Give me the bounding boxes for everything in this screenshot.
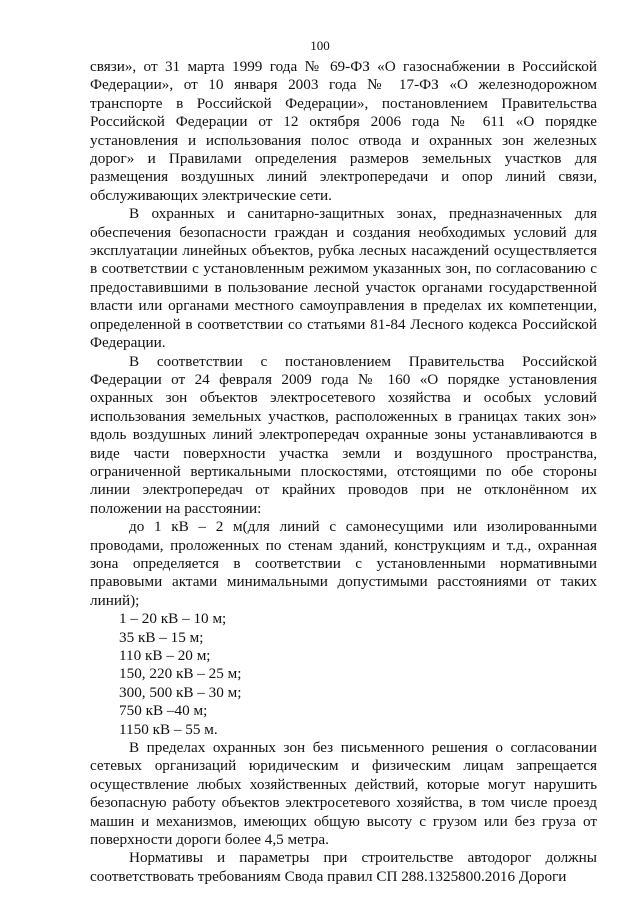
list-item: 110 кВ – 20 м; <box>119 647 211 664</box>
list-item: 1 – 20 кВ – 10 м; <box>119 610 227 628</box>
list-item: 300, 500 кВ – 30 м; <box>119 683 242 701</box>
paragraph: В соответствии с постановлением Правительства Российской Федерации от 24 февраля 2009 года № 160 «О порядке установления охранных зон объектов электросетевого хозяйства и особых условий использования земельных участков, расположенных в границах таких зон» вдоль воздушных линий электропередач охранные зоны устанавливаются в виде части поверхности участка земли и воздушного пространства, ограниченной вертикальными плоскостями, отстоящими по обе стороны линии электропередач от крайних проводов при не отклонённом их положении на расстоянии: <box>90 352 597 517</box>
paragraph: В охранных и санитарно-защитных зонах, предназначенных для обеспечения безопасности граждан и создания необходимых условий для эксплуатации линейных объектов, рубка лесных насаждений осуществляется в соответствии с установленным режимом указанных зон, по согласованию с предоставившими в пользование лесной участок органами государственной власти или органами местного самоуправления в пределах их компетенции, определенной в соответствии со статьями 81-84 Лесного кодекса Российской Федерации. <box>90 205 597 352</box>
paragraphs-after-list <box>90 739 597 886</box>
paragraph: Нормативы и параметры при строительстве автодорог должны соответствовать требованиям Свода правил СП 288.1325800.2016 Дороги <box>90 849 597 885</box>
list-item: 150, 220 кВ – 25 м; <box>119 665 242 683</box>
page-number: 100 <box>310 38 330 53</box>
paragraph: В пределах охранных зон без письменного решения о согласовании сетевых организаций юридическим и физическим лицам запрещается осуществление любых хозяйственных действий, которые могут нарушить безопасную работу объектов электросетевого хозяйства, в том числе проезд машин и механизмов, имеющих общую высоту с грузом или без груза от поверхности дороги более 4,5 метра. <box>90 739 597 849</box>
list-item: 750 кВ –40 м; <box>119 702 208 720</box>
voltage-distance-list <box>90 610 597 739</box>
paragraph: до 1 кВ – 2 м(для линий с самонесущими или изолированными проводами, проложенных по стенам зданий, конструкциям и т.д., охранная зона определяется в соответствии с установленными нормативными правовыми актами минимальными допустимыми расстояниями от таких линий); <box>90 518 597 609</box>
paragraph: связи», от 31 марта 1999 года № 69-ФЗ «О газоснабжении в Российской Федерации», от 10 января 2003 года № 17-ФЗ «О железнодорожном транспорте в Российской Федерации», постановлением Правительства Российской Федерации от 12 октября 2006 года № 611 «О порядке установления и использования полос отвода и охранных зон железных дорог» и Правилами определения размеров земельных участков для размещения воздушных линий электропередачи и опор линий связи, обслуживающих электрические сети. <box>90 58 597 204</box>
list-item: 35 кВ – 15 м; <box>119 628 204 646</box>
document-body <box>90 58 597 886</box>
paragraphs-before-list <box>90 58 597 610</box>
list-item: 1150 кВ – 55 м. <box>119 720 218 738</box>
